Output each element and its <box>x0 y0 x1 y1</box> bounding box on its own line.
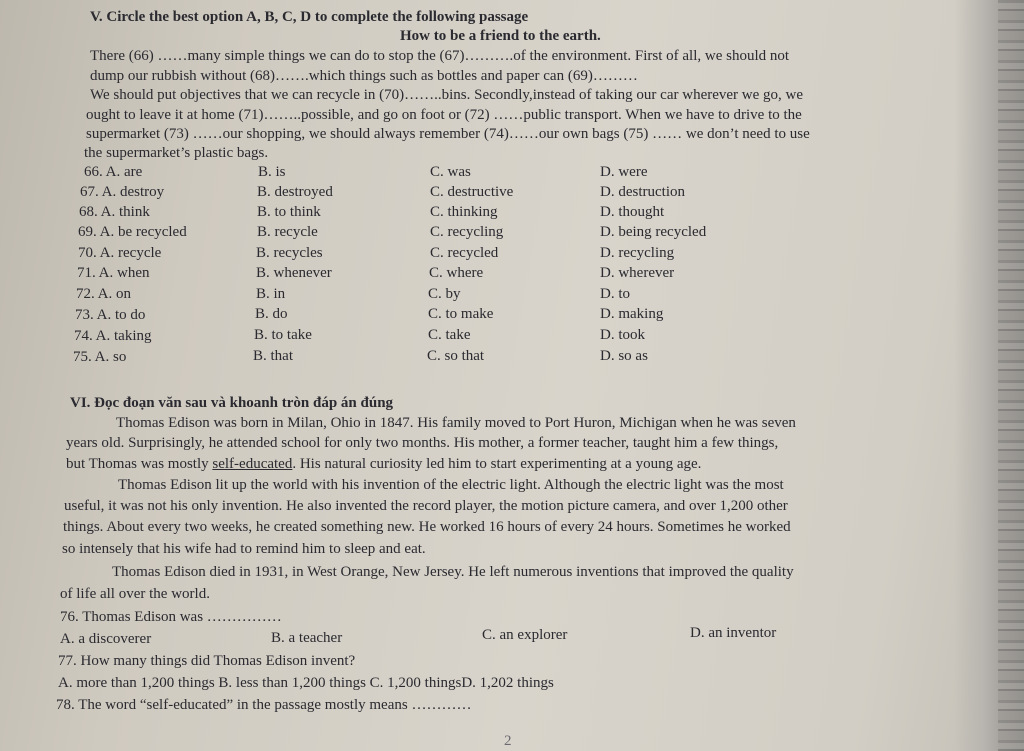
option-d[interactable]: D. destruction <box>600 184 685 200</box>
question-78-stem: 78. The word “self-educated” in the passage mostly means ………… <box>56 697 472 713</box>
option-d[interactable]: D. wherever <box>600 265 675 281</box>
reading-line: Thomas Edison died in 1931, in West Orange, New Jersey. He left numerous inventions that improved the quality <box>112 564 794 580</box>
option-b[interactable]: B. whenever <box>256 265 332 281</box>
option-b[interactable]: B. to take <box>254 327 312 343</box>
option-c[interactable]: C. destructive <box>430 184 514 200</box>
reading-line: things. About every two weeks, he created something new. He worked 16 hours of every 24 hours. Sometimes he worked <box>63 519 791 535</box>
option-c[interactable]: C. was <box>430 164 471 180</box>
passage-title: How to be a friend to the earth. <box>400 28 601 44</box>
option-d[interactable]: D. making <box>600 306 664 322</box>
option-c[interactable]: C. thinking <box>430 204 498 220</box>
passage-line: We should put objectives that we can recycle in (70)……..bins. Secondly,instead of taking our car wherever we go, we <box>90 87 804 103</box>
option-d[interactable]: D. to <box>600 286 630 302</box>
question-76-stem: 76. Thomas Edison was …………… <box>60 609 282 625</box>
option-c[interactable]: C. recycling <box>430 224 504 240</box>
reading-line: so intensely that his wife had to remind him to sleep and eat. <box>62 541 426 557</box>
option-a[interactable]: 67. A. destroy <box>80 184 165 200</box>
q76-option-d[interactable]: D. an inventor <box>690 625 777 641</box>
option-a[interactable]: 66. A. are <box>84 164 143 180</box>
page-number: 2 <box>504 733 512 749</box>
q77-options[interactable]: A. more than 1,200 things B. less than 1,200 things C. 1,200 thingsD. 1,202 things <box>58 675 554 691</box>
reading-line: Thomas Edison lit up the world with his invention of the electric light. Although the electric light was the most <box>118 477 784 493</box>
reading-text: but Thomas was mostly <box>66 456 213 472</box>
option-c[interactable]: C. so that <box>427 348 485 364</box>
reading-line: Thomas Edison was born in Milan, Ohio in 1847. His family moved to Port Huron, Michigan when he was seven <box>116 415 796 431</box>
option-b[interactable]: B. is <box>258 164 286 180</box>
section6-heading: VI. Đọc đoạn văn sau và khoanh tròn đáp án đúng <box>70 395 394 411</box>
option-a[interactable]: 73. A. to do <box>75 307 146 323</box>
option-d[interactable]: D. thought <box>600 204 665 220</box>
q76-option-c[interactable]: C. an explorer <box>482 627 568 643</box>
option-b[interactable]: B. destroyed <box>257 184 333 200</box>
passage-line: the supermarket’s plastic bags. <box>84 145 269 161</box>
option-a[interactable]: 71. A. when <box>77 265 150 281</box>
reading-line: years old. Surprisingly, he attended school for only two months. His mother, a former teacher, taught him a few things, <box>66 435 779 451</box>
passage-line: dump our rubbish without (68)…….which things such as bottles and paper can (69)……… <box>90 68 638 84</box>
q76-option-a[interactable]: A. a discoverer <box>60 631 152 647</box>
option-d[interactable]: D. being recycled <box>600 224 707 240</box>
option-d[interactable]: D. so as <box>600 348 648 364</box>
option-a[interactable]: 68. A. think <box>79 204 150 220</box>
option-d[interactable]: D. recycling <box>600 245 675 261</box>
option-a[interactable]: 69. A. be recycled <box>78 224 187 240</box>
option-c[interactable]: C. by <box>428 286 461 302</box>
passage-line: There (66) ……many simple things we can do to stop the (67)……….of the environment. First of all, we should not <box>90 48 790 64</box>
reading-text: . His natural curiosity led him to start experimenting at a young age. <box>292 456 702 472</box>
option-a[interactable]: 72. A. on <box>76 286 132 302</box>
question-77-stem: 77. How many things did Thomas Edison invent? <box>58 653 356 669</box>
reading-line: of life all over the world. <box>60 586 210 602</box>
section5-heading: V. Circle the best option A, B, C, D to complete the following passage <box>90 9 529 25</box>
option-b[interactable]: B. recycle <box>257 224 318 240</box>
option-c[interactable]: C. to make <box>428 306 494 322</box>
reading-line: useful, it was not his only invention. He also invented the record player, the motion picture camera, and over 1,200 other <box>64 498 788 514</box>
option-b[interactable]: B. in <box>256 286 286 302</box>
q76-option-b[interactable]: B. a teacher <box>271 630 343 646</box>
option-b[interactable]: B. that <box>253 348 293 364</box>
option-c[interactable]: C. recycled <box>430 245 499 261</box>
option-d[interactable]: D. took <box>600 327 645 343</box>
option-b[interactable]: B. to think <box>257 204 321 220</box>
option-d[interactable]: D. were <box>600 164 648 180</box>
option-a[interactable]: 75. A. so <box>73 349 127 365</box>
underlined-word: self-educated <box>212 456 293 472</box>
passage-line: ought to leave it at home (71)……..possible, and go on foot or (72) ……public transport. When we have to drive to the <box>86 107 802 123</box>
option-a[interactable]: 70. A. recycle <box>78 245 162 261</box>
option-c[interactable]: C. where <box>429 265 484 281</box>
option-b[interactable]: B. recycles <box>256 245 323 261</box>
reading-line <box>66 455 701 473</box>
notebook-binding-edge <box>954 0 1024 751</box>
option-a[interactable]: 74. A. taking <box>74 328 152 344</box>
option-b[interactable]: B. do <box>255 306 288 322</box>
option-c[interactable]: C. take <box>428 327 471 343</box>
passage-line: supermarket (73) ……our shopping, we should always remember (74)……our own bags (75) …… we don’t need to use <box>86 126 810 142</box>
